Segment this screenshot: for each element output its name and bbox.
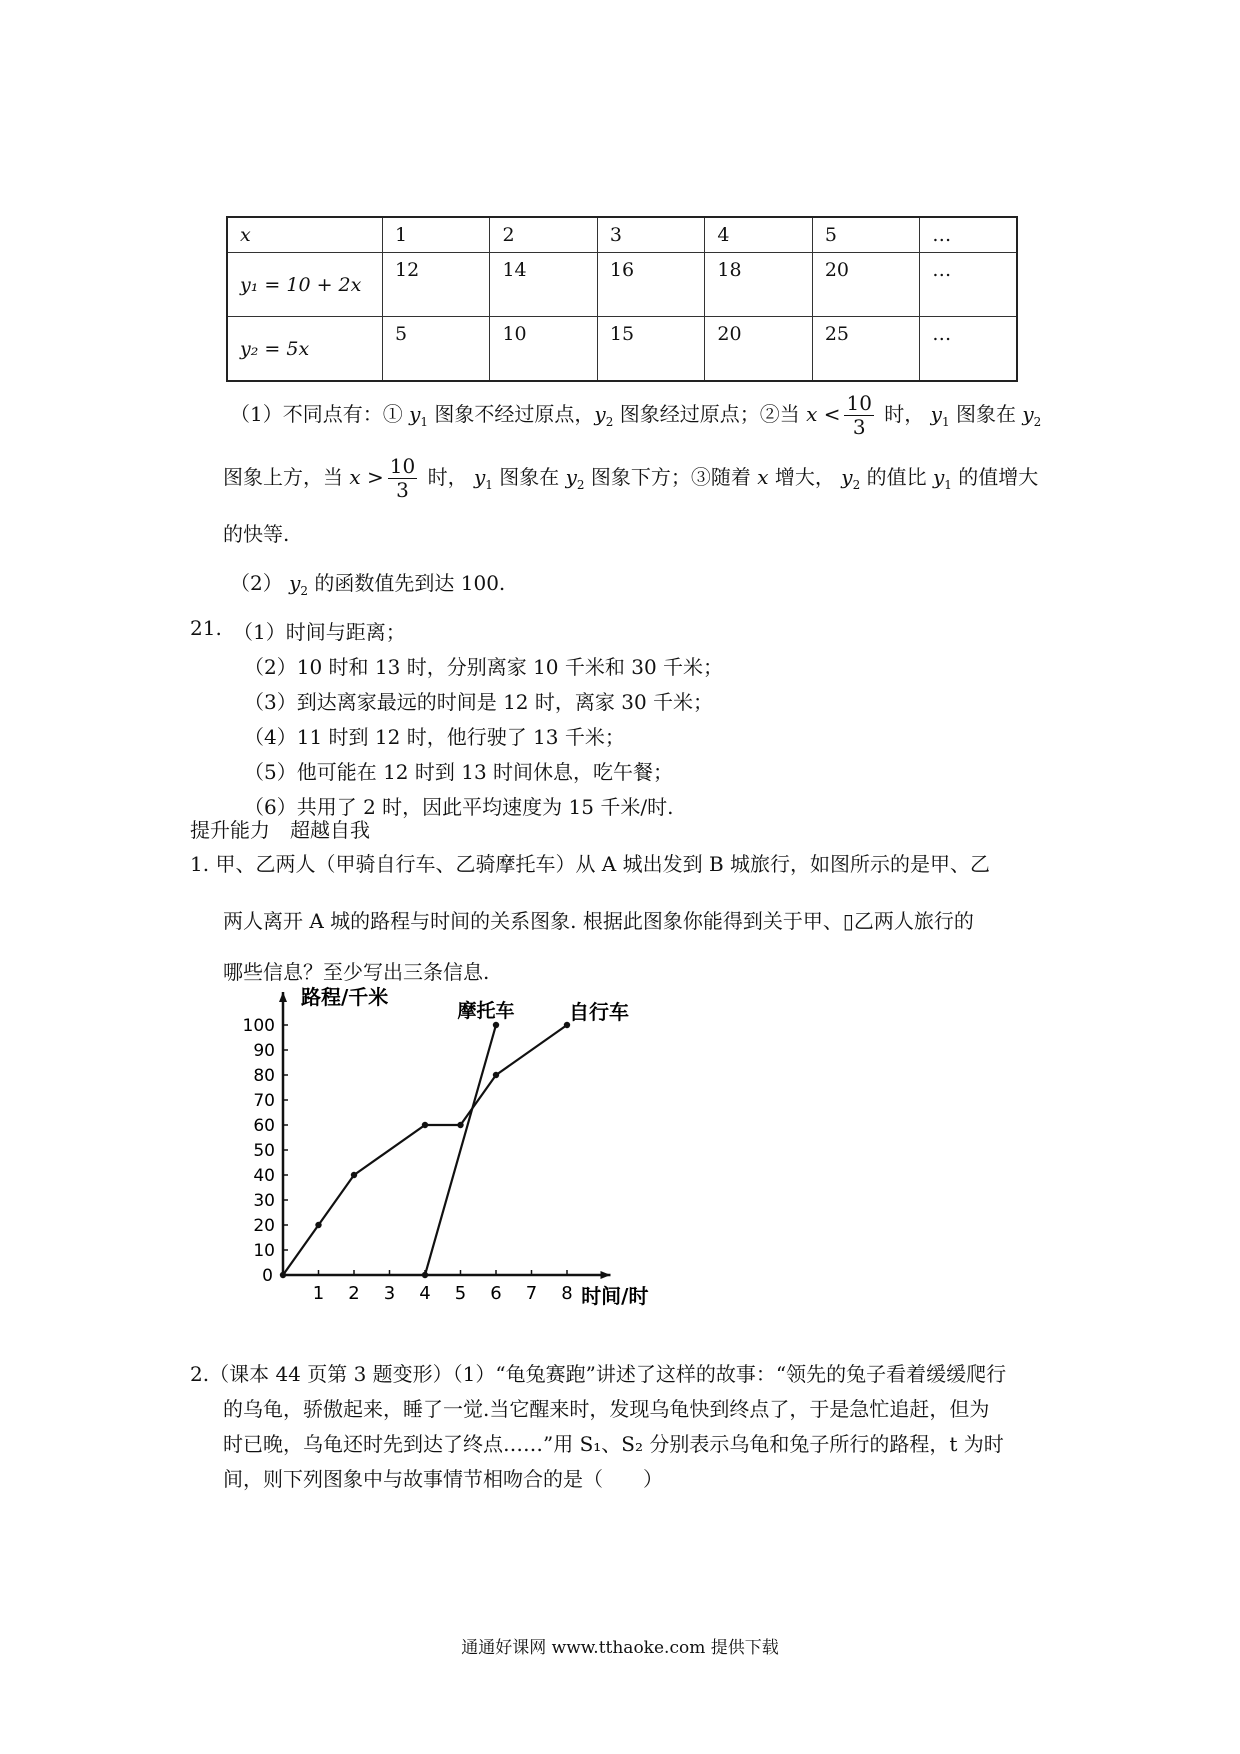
answer-21-item: （1）时间与距离； — [233, 620, 406, 644]
table-header-cell: x — [227, 217, 383, 253]
table-cell: 18 — [705, 253, 812, 317]
text: 的函数值先到达 100. — [308, 571, 506, 595]
question-2-line2: 的乌龟，骄傲起来，睡了一觉.当它醒来时，发现乌龟快到终点了，于是急忙追赶，但为 — [223, 1397, 990, 1421]
y-tick-label: 90 — [253, 1041, 275, 1061]
fraction-denominator: 3 — [396, 478, 409, 502]
answer-20-part1-line2: 图象上方，当 x > $\frac{10}{3}$ 时， $y_1$ 图象在 $y_2$ 图象下方；③随着 x 增大， $y_2$ 的值比 $y_1$ 的值增大 — [223, 454, 1039, 502]
table-row — [227, 253, 1017, 317]
y-axis-arrow — [279, 992, 287, 1002]
text: 图象在 — [492, 465, 566, 489]
text: 图象上方，当 — [223, 465, 350, 489]
table-row — [227, 317, 1017, 382]
answer-21-number: 21. — [190, 616, 222, 640]
table-cell: 16 — [597, 253, 704, 317]
answer-21-item: （3）到达离家最远的时间是 12 时，离家 30 千米； — [244, 690, 714, 714]
question-1-line2: 两人离开 A 城的路程与时间的关系图象. 根据此图象你能得到关于甲、▯乙两人旅行的 — [223, 909, 974, 933]
table-cell: 12 — [383, 253, 490, 317]
y-axis-label: 路程/千米 — [301, 985, 389, 1009]
text: 增大， — [768, 465, 842, 489]
data-point — [280, 1272, 286, 1278]
data-point — [493, 1022, 499, 1028]
table-header-cell: 2 — [490, 217, 597, 253]
y-tick-label: 10 — [253, 1241, 275, 1261]
row-label-y2: y₂ = 5x — [227, 317, 383, 382]
fraction-numerator: 10 — [389, 454, 416, 478]
answer-21-item: （5）他可能在 12 时到 13 时间休息，吃午餐； — [244, 760, 674, 784]
fraction-denominator: 3 — [852, 415, 866, 439]
x-tick-label: 6 — [490, 1283, 502, 1304]
table-cell: 10 — [490, 317, 597, 382]
text: 图象下方；③随着 — [584, 465, 758, 489]
table-cell: 14 — [490, 253, 597, 317]
fraction-numerator: 10 — [846, 391, 872, 415]
answer-21-item: （2）10 时和 13 时，分别离家 10 千米和 30 千米； — [244, 655, 724, 679]
text: （1）不同点有：① — [230, 402, 410, 426]
y-tick-label: 50 — [253, 1141, 275, 1161]
answer-21-item: （6）共用了 2 时，因此平均速度为 15 千米/时. — [244, 795, 674, 819]
series-label-bicycle: 自行车 — [569, 1000, 629, 1024]
table-cell: 15 — [597, 317, 704, 382]
text: 图象不经过原点， — [428, 402, 595, 426]
y-tick-label: 60 — [253, 1116, 275, 1136]
answer-20-part1-line3: 的快等. — [223, 522, 290, 546]
question-2-line1: 2.（课本 44 页第 3 题变形）（1）“龟兔赛跑”讲述了这样的故事：“领先的兔子看着缓缓爬行 — [190, 1362, 1007, 1386]
question-2-line3: 时已晚，乌龟还时先到达了终点……”用 S₁、S₂ 分别表示乌龟和兔子所行的路程，t 为时 — [223, 1432, 1004, 1456]
table-header-cell: 1 — [383, 217, 490, 253]
series-line-motorcycle — [425, 1025, 496, 1275]
question-1-line3: 哪些信息？至少写出三条信息. — [223, 960, 490, 984]
table-header-cell: 3 — [597, 217, 704, 253]
data-point — [422, 1122, 428, 1128]
series-line-bicycle — [283, 1025, 567, 1275]
text: 的值比 — [860, 465, 933, 489]
data-point — [493, 1072, 499, 1078]
y-tick-label: 30 — [253, 1191, 275, 1211]
y-tick-label: 40 — [253, 1166, 275, 1186]
text: 时， — [877, 402, 931, 426]
distance-time-chart — [230, 975, 710, 1320]
question-2-line4: 间，则下列图象中与故事情节相吻合的是（ ） — [223, 1467, 663, 1491]
x-tick-label: 1 — [312, 1283, 325, 1304]
section-title: 提升能力 超越自我 — [190, 818, 370, 842]
x-tick-label: 8 — [561, 1283, 573, 1304]
text: 的值增大 — [951, 465, 1039, 489]
answer-20-part2: （2） $y_2$ 的函数值先到达 100. — [230, 571, 506, 598]
data-point — [422, 1272, 428, 1278]
table-cell: … — [920, 253, 1017, 317]
table-header-cell: 4 — [705, 217, 812, 253]
table-cell: 20 — [812, 253, 919, 317]
table-cell: 5 — [383, 317, 490, 382]
answer-21-item: （4）11 时到 12 时，他行驶了 13 千米； — [244, 725, 625, 749]
table-header-cell: 5 — [812, 217, 919, 253]
table-header-cell: … — [920, 217, 1017, 253]
x-tick-label: 7 — [525, 1283, 538, 1304]
origin-label: 0 — [262, 1266, 273, 1286]
y-tick-label: 100 — [242, 1016, 275, 1036]
x-tick-label: 3 — [383, 1283, 396, 1304]
series-label-motorcycle: 摩托车 — [457, 1000, 515, 1022]
y-tick-label: 70 — [253, 1091, 275, 1111]
text: （2） — [230, 571, 290, 595]
table-cell: 20 — [705, 317, 812, 382]
page-footer: 通通好课网 www.tthaoke.com 提供下载 — [461, 1638, 779, 1658]
table-row — [227, 217, 1017, 253]
y-tick-label: 80 — [253, 1066, 275, 1086]
row-label-y1: y₁ = 10 + 2x — [227, 253, 383, 317]
fraction — [844, 392, 873, 439]
x-tick-label: 2 — [348, 1283, 360, 1304]
text: 时， — [421, 465, 474, 489]
text: 图象经过原点；②当 — [613, 402, 807, 426]
x-axis-label: 时间/时 — [581, 1284, 649, 1308]
value-table — [226, 216, 1018, 382]
table-cell: … — [920, 317, 1017, 382]
question-1-line1: 1. 甲、乙两人（甲骑自行车、乙骑摩托车）从 A 城出发到 B 城旅行，如图所示的是甲、乙 — [190, 852, 991, 876]
data-point — [351, 1172, 357, 1178]
data-point — [457, 1122, 463, 1128]
y-tick-label: 20 — [253, 1216, 275, 1236]
x-axis-arrow — [601, 1271, 611, 1279]
fraction — [388, 455, 417, 502]
table-cell: 25 — [812, 317, 919, 382]
x-tick-label: 5 — [454, 1283, 467, 1304]
answer-20-part1-line1: （1）不同点有：① $y_1$ 图象不经过原点，$y_2$ 图象经过原点；②当 x < $\frac{10}{3}$ 时， $y_1$ 图象在 $y_2$ — [230, 391, 1042, 439]
text: 图象在 — [949, 402, 1023, 426]
data-point — [315, 1222, 321, 1228]
x-tick-label: 4 — [419, 1283, 431, 1304]
